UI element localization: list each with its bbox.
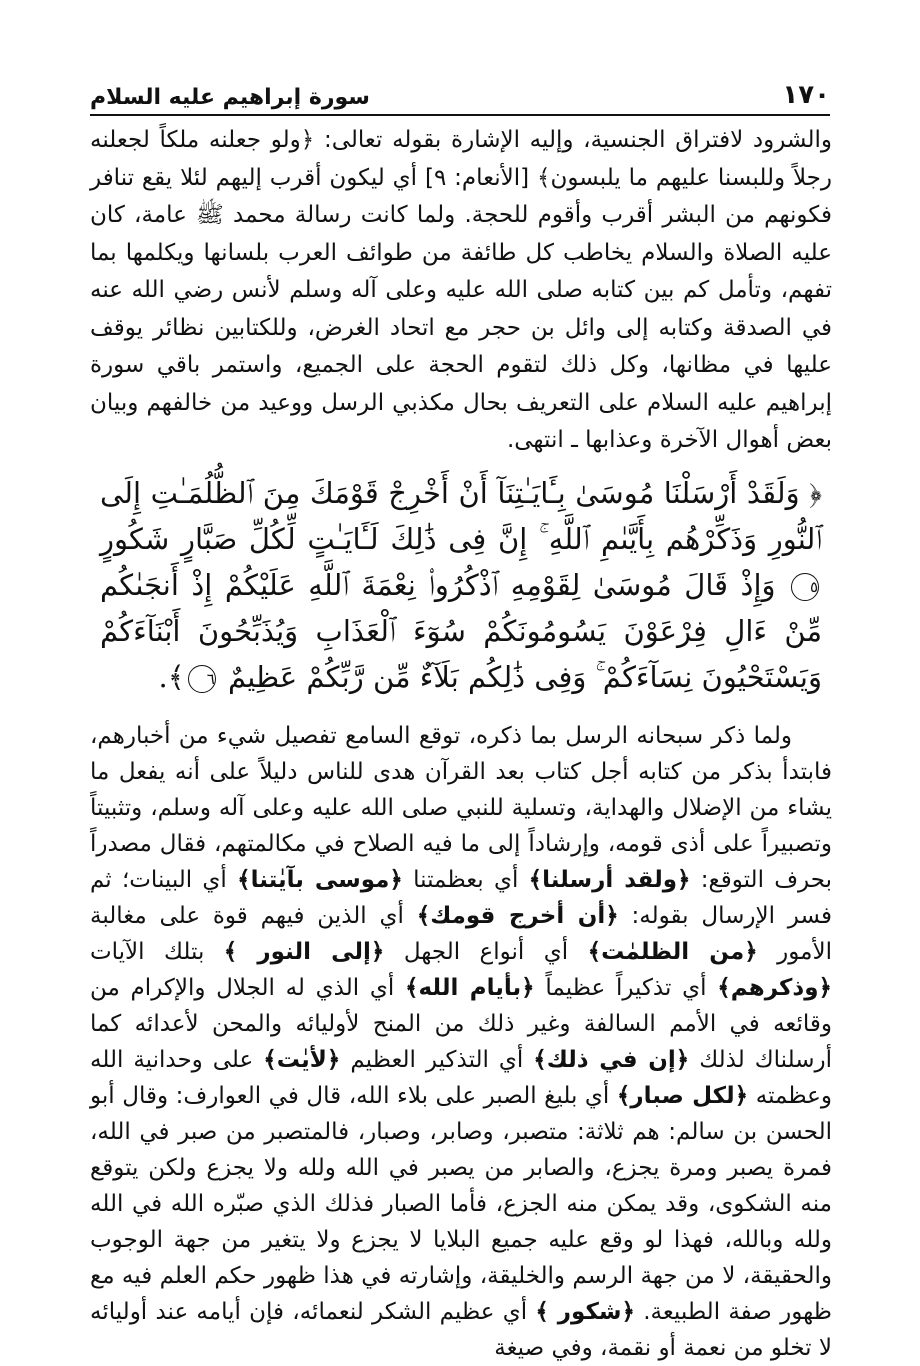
quran-verses bbox=[90, 470, 832, 700]
ayah-number-6: ٦ bbox=[188, 665, 216, 693]
commentary-text: أي بليغ الصبر على بلاء الله، قال في العوارف: وقال أبو الحسن بن سالم: هم ثلاثة: متصبر، وصابر، وصبار، فالمتصبر من صبر في الله، فمرة يصبر ومرة يجزع، والصابر من يصبر في الله ولله ولا يجزع ولكن يتوقع منه الشكوى، وقد يمكن منه الجزع، فأما الصبار فذلك الذي صبّره الله في الله ولله وبالله، فهذا لو وقع عليه جميع البلايا لا يجزع ولا يتغير من جهة الوجوب والحقيقة، لا من جهة الرسم والخليقة، وإشارته في هذا ظهور حكم العلم فيه مع ظهور صفة الطبيعة. bbox=[90, 1082, 832, 1325]
tafsir-commentary bbox=[90, 867, 832, 1361]
commentary-text: أي تذكيراً عظيماً bbox=[534, 974, 718, 1001]
commentary-text: أي الذي له الجلال والإكرام من وقائعه في الأمم السالفة وغير ذلك من المنح لأوليائه والمحن لأعدائه كما أرسلناك لذلك bbox=[90, 974, 833, 1073]
quoted-phrase: ﴿شكور ﴾ bbox=[535, 1298, 635, 1325]
quoted-phrase: ﴿لأيٰت﴾ bbox=[263, 1046, 341, 1073]
page-body bbox=[90, 122, 832, 1366]
commentary-text: أي بعظمتنا bbox=[402, 866, 529, 893]
quoted-phrase: ﴿من الظلمٰت﴾ bbox=[587, 938, 758, 965]
commentary-text: أي التذكير العظيم bbox=[340, 1046, 534, 1073]
commentary-text: أي البينات؛ ثم فسر الإرسال بقوله: bbox=[90, 866, 833, 929]
page-number: ١٧٠ bbox=[782, 80, 830, 110]
quoted-phrase: ﴿موسى بآيٰتنا﴾ bbox=[237, 866, 403, 893]
quoted-phrase: ﴿إلى النور ﴾ bbox=[223, 938, 385, 965]
quoted-phrase: ﴿بأيام الله﴾ bbox=[405, 974, 535, 1001]
quoted-phrase: ﴿ولقد أرسلنا﴾ bbox=[528, 866, 691, 893]
quran-verse-5-text: ﴿ وَلَقَدْ أَرْسَلْنَا مُوسَىٰ بِـَٔايَـٰتِنَآ أَنْ أَخْرِجْ قَوْمَكَ مِنَ ٱلظُّلُمَـٰتِ إِلَى ٱلنُّورِ وَذَكِّرْهُم بِأَيَّىٰمِ ٱللَّهِ ۚ إِنَّ فِى ذَٰلِكَ لَـَٔايَـٰتٍ لِّكُلِّ صَبَّارٍ شَكُورٍ bbox=[100, 475, 822, 556]
quran-closing: ﴾. bbox=[158, 659, 185, 694]
commentary-text: أي أنواع الجهل bbox=[384, 938, 588, 965]
quoted-phrase: ﴿إن في ذلك﴾ bbox=[533, 1046, 690, 1073]
commentary-text: أي الذين فيهم قوة على مغالبة الأمور bbox=[90, 902, 832, 965]
quoted-phrase: ﴿وذكرهم﴾ bbox=[717, 974, 832, 1001]
surah-title: سورة إبراهيم عليه السلام bbox=[90, 85, 370, 110]
tafsir-intro: ولما ذكر سبحانه الرسل بما ذكره، توقع السامع تفصيل شيء من أخبارهم، فابتدأ بذكر من كتابه أجل كتاب بعد القرآن هدى للناس دليلاً على أنه يفعل ما يشاء من الإضلال والهداية، وتسلية للنبي صلى الله عليه وعلى آله وسلم، وتثبيتاً وتصبيراً على أذى قومه، وإرشاداً إلى ما فيه الصلاح في مكالمتهم، فقال مصدراً بحرف التوقع: bbox=[90, 722, 832, 893]
intro-paragraph: والشرود لافتراق الجنسية، وإليه الإشارة بقوله تعالى: ﴿ولو جعلنه ملكاً لجعلنه رجلاً وللبسنا عليهم ما يلبسون﴾ [الأنعام: ٩] أي ليكون أقرب إليهم لئلا يقع تنافر فكونهم من البشر أقرب وأقوم للحجة. ولما كانت رسالة محمد ﷺ عامة، كان عليه الصلاة والسلام يخاطب كل طائفة من طوائف العرب بلسانها ويكلمها بما تفهم، وتأمل كم بين كتابه صلى الله عليه وعلى آله وسلم لأنس رضي الله عنه في الصدقة وكتابه إلى وائل بن حجر مع اتحاد الغرض، وللكتابين نظائر يوقف عليها في مظانها، وكل ذلك لتقوم الحجة على الجميع، واستمر باقي سورة إبراهيم عليه السلام على التعريف بحال مكذبي الرسل ووعيد من خالفهم وبيان بعض أهوال الآخرة وعذابها ـ انتهى. bbox=[90, 127, 832, 453]
tafsir-paragraph bbox=[90, 718, 832, 1366]
quran-verse-6-text: وَإِذْ قَالَ مُوسَىٰ لِقَوْمِهِ ٱذْكُرُوا۟ نِعْمَةَ ٱللَّهِ عَلَيْكُمْ إِذْ أَنجَىٰكُم مِّنْ ءَالِ فِرْعَوْنَ يَسُومُونَكُمْ سُوٓءَ ٱلْعَذَابِ وَيُذَبِّحُونَ أَبْنَآءَكُمْ وَيَسْتَحْيُونَ نِسَآءَكُمْ ۚ وَفِى ذَٰلِكُم بَلَآءٌ مِّن رَّبِّكُمْ عَظِيمٌ bbox=[100, 567, 822, 694]
commentary-text: على وحدانية الله وعظمته bbox=[90, 1046, 833, 1109]
page-header bbox=[90, 70, 830, 116]
ayah-number-5: ٥ bbox=[791, 573, 819, 601]
quoted-phrase: ﴿لكل صبار﴾ bbox=[616, 1082, 749, 1109]
commentary-text: بتلك الآيات bbox=[90, 938, 224, 965]
quoted-phrase: ﴿أن أخرج قومك﴾ bbox=[416, 902, 619, 929]
commentary-text: أي عظيم الشكر لنعمائه، فإن أيامه عند أوليائه لا تخلو من نعمة أو نقمة، وفي صيغة bbox=[90, 1298, 832, 1361]
